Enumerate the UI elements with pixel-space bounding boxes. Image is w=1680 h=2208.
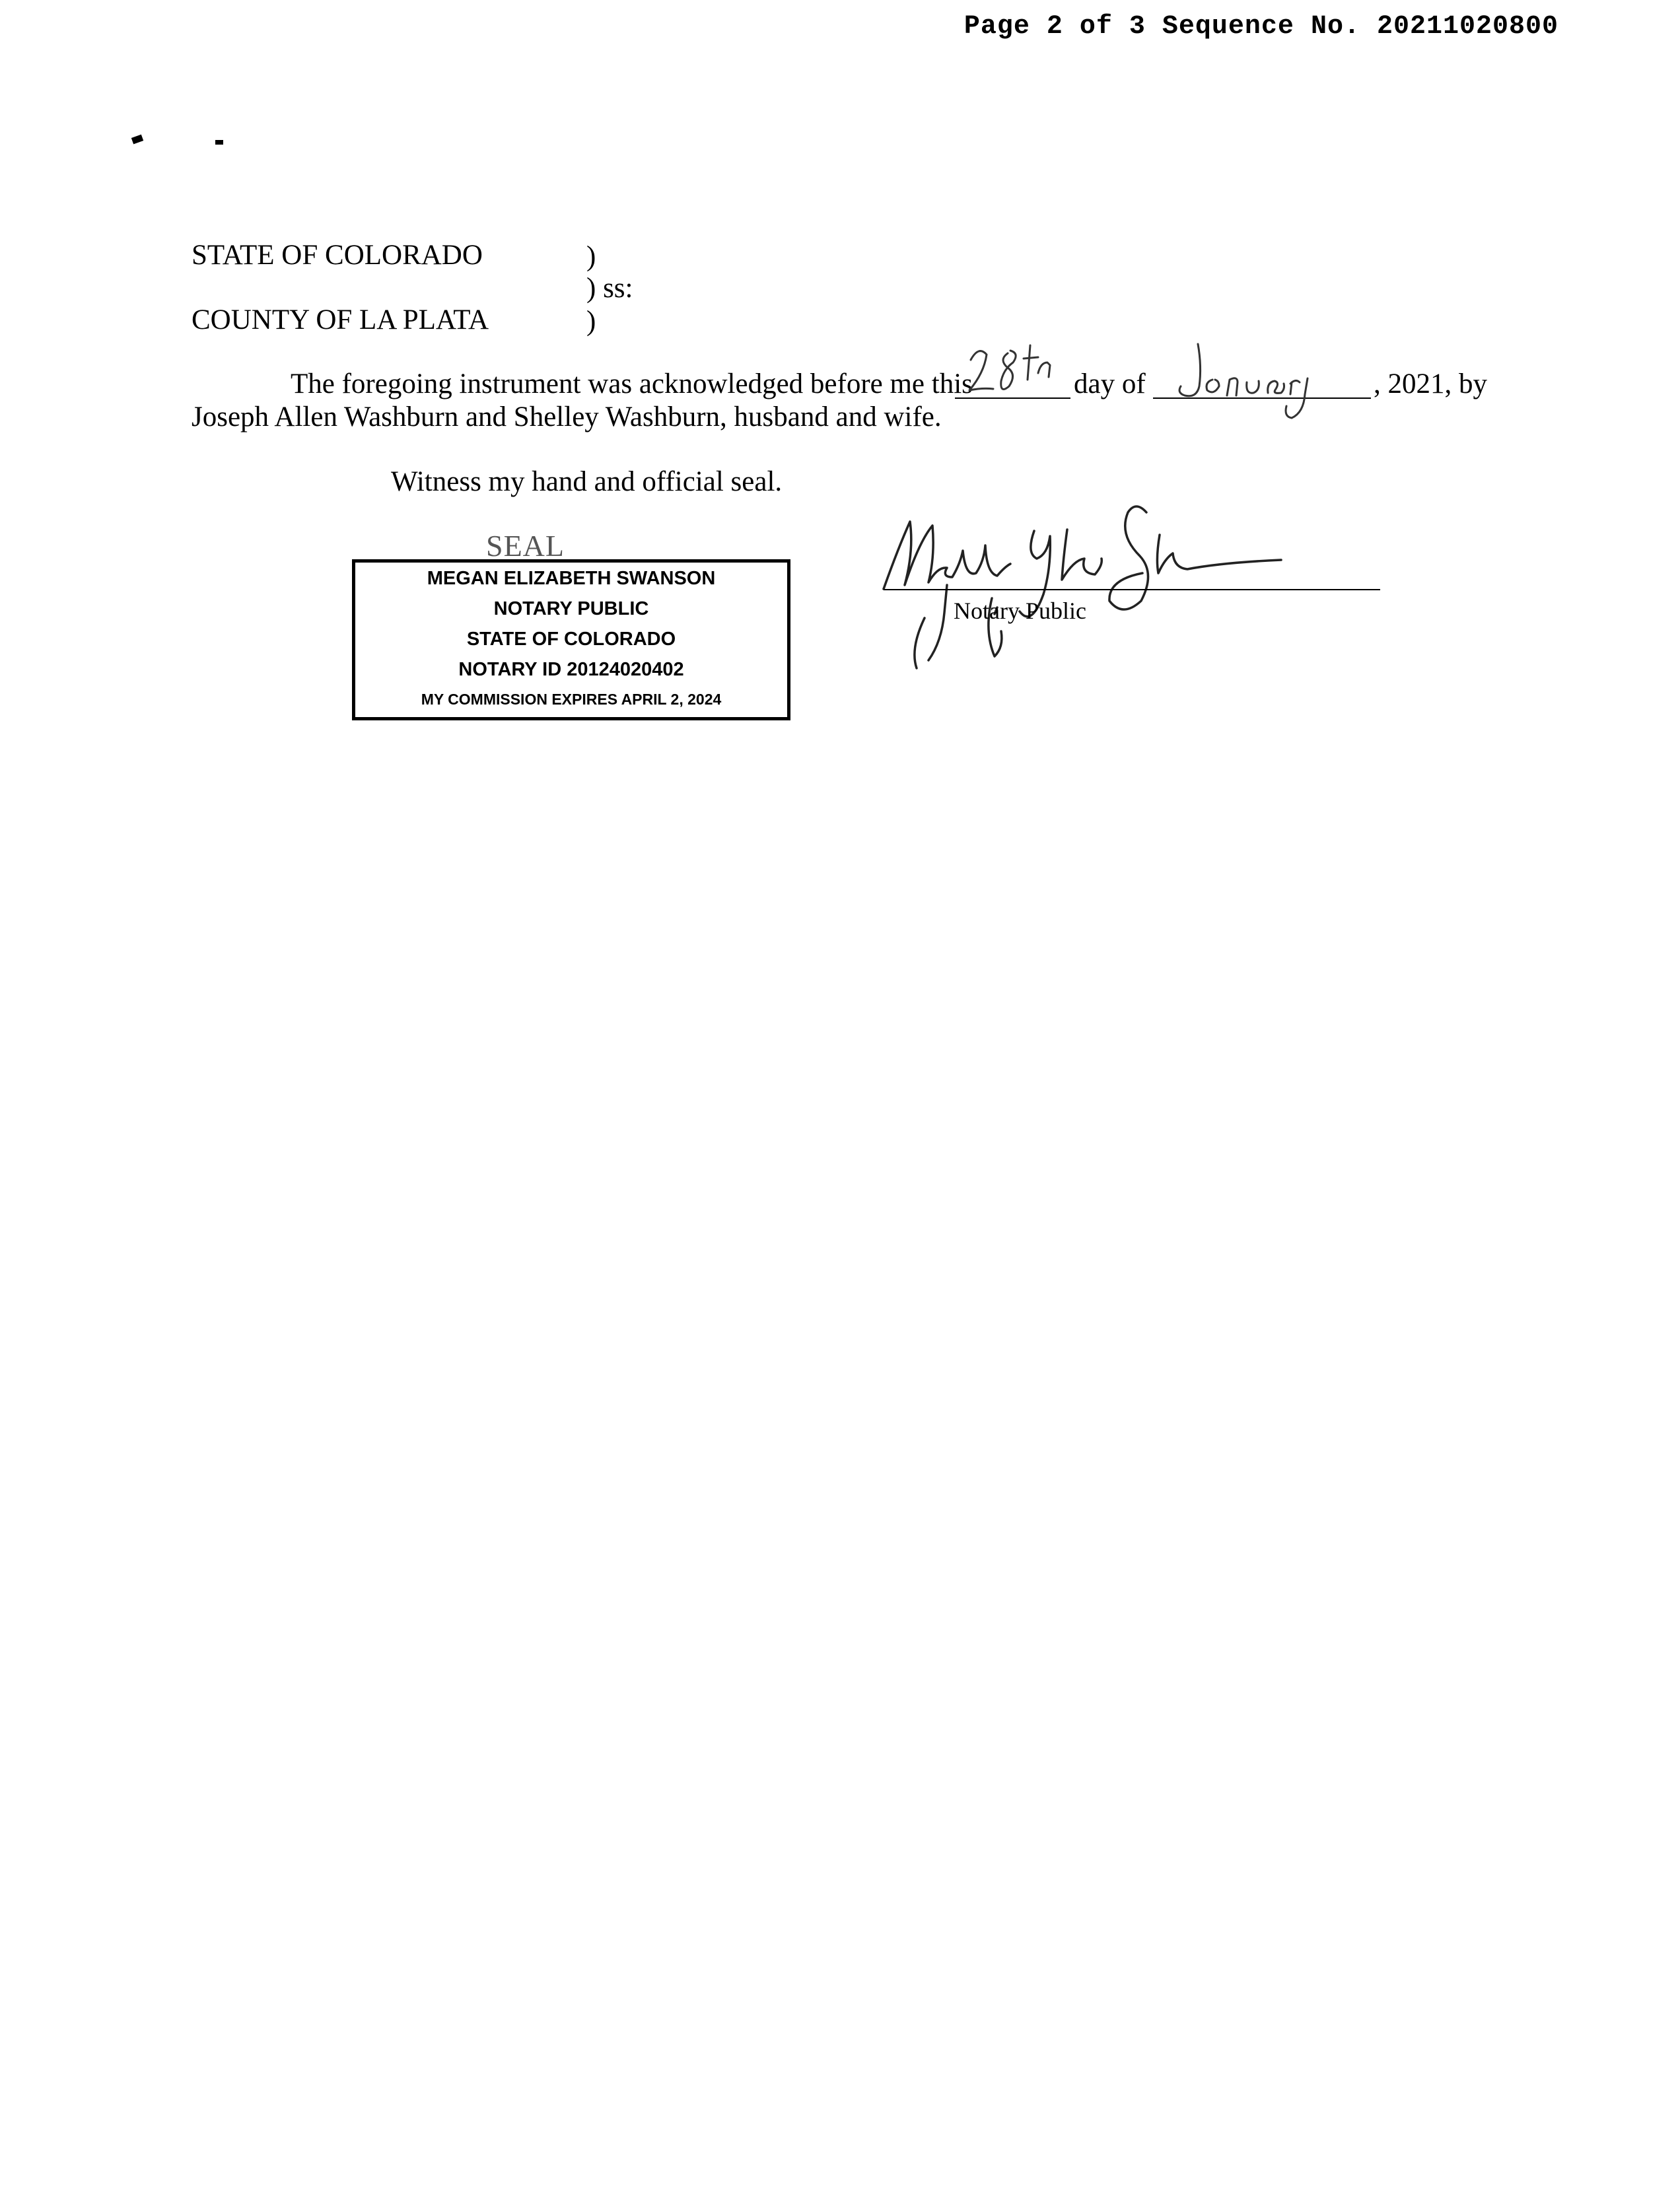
venue-paren-top: ) <box>586 241 596 272</box>
seal-notary-id: NOTARY ID 20124020402 <box>458 659 684 680</box>
acknowledgment-line-1: The foregoing instrument was acknowledged before me this <box>291 368 973 399</box>
venue-paren-bottom: ) <box>586 306 596 337</box>
venue-state: STATE OF COLORADO <box>192 240 483 271</box>
seal-state: STATE OF COLORADO <box>466 629 676 650</box>
notary-signature <box>878 495 1327 713</box>
notary-public-label: Notary Public <box>954 598 1086 624</box>
seal-commission-expiry: MY COMMISSION EXPIRES APRIL 2, 2024 <box>421 691 722 708</box>
notary-seal-stamp <box>352 559 790 720</box>
seal-label: SEAL <box>486 529 565 563</box>
witness-text: Witness my hand and official seal. <box>391 466 783 497</box>
handwritten-month <box>1175 340 1314 432</box>
acknowledgment-line-2: Joseph Allen Washburn and Shelley Washburn, husband and wife. <box>192 401 942 432</box>
scan-speck <box>131 135 143 145</box>
day-of-text: day of <box>1074 368 1146 399</box>
venue-paren-ss: ) ss: <box>586 273 633 304</box>
signature-line <box>884 589 1380 590</box>
seal-notary-name: MEGAN ELIZABETH SWANSON <box>427 568 716 589</box>
venue-county: COUNTY OF LA PLATA <box>192 304 489 335</box>
scan-speck <box>215 140 223 145</box>
handwritten-day <box>964 333 1070 406</box>
seal-notary-title: NOTARY PUBLIC <box>493 598 649 619</box>
year-text: , 2021, by <box>1374 368 1487 399</box>
page-sequence-header: Page 2 of 3 Sequence No. 20211020800 <box>963 12 1558 42</box>
